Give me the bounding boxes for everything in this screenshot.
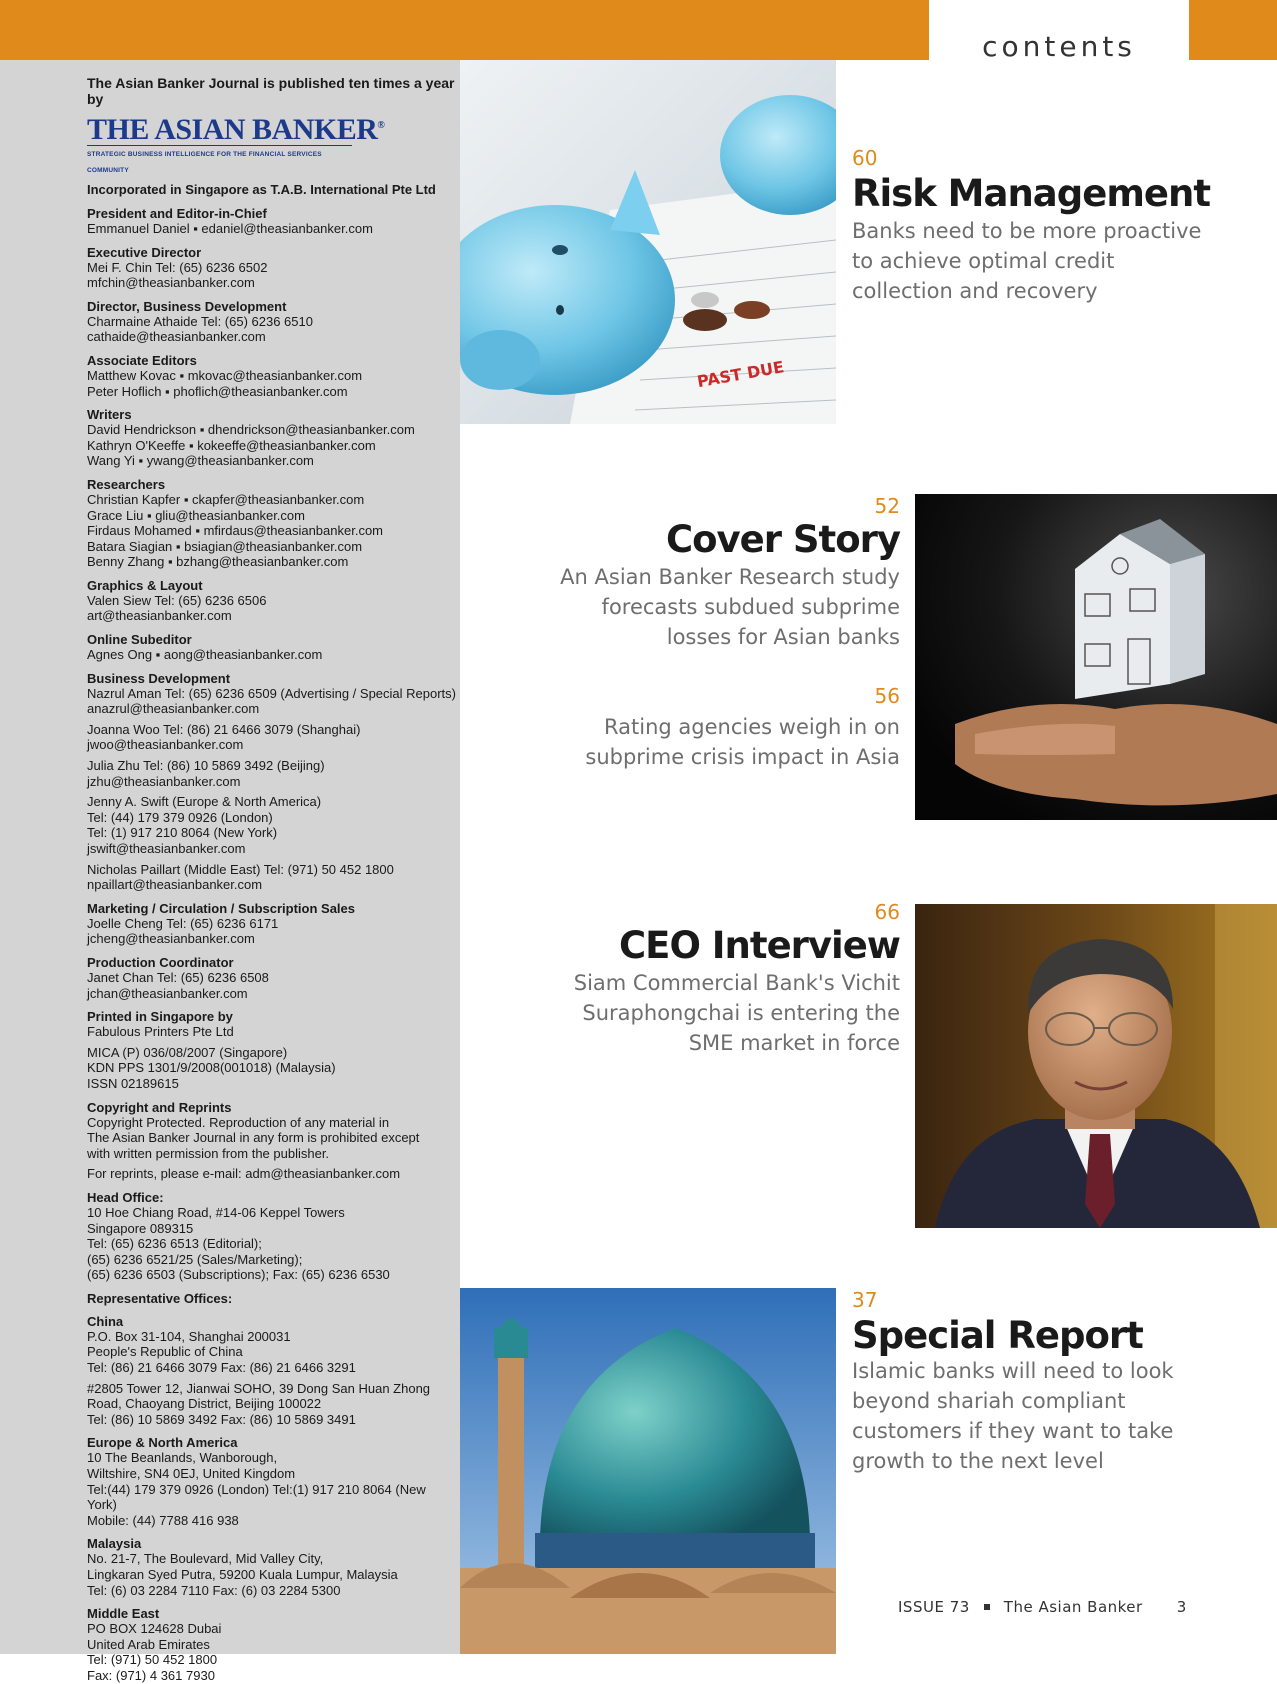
staff-group bbox=[87, 1009, 457, 1040]
staff-line: Charmaine Athaide Tel: (65) 6236 6510 bbox=[87, 313, 313, 329]
staff-line: art@theasianbanker.com bbox=[87, 608, 232, 624]
past-due-stamp: PAST DUE bbox=[695, 357, 786, 392]
staff-group bbox=[87, 955, 457, 1001]
staff-group bbox=[87, 1190, 457, 1283]
cover2-description: Rating agencies weigh in on subprime crisis impact in Asia bbox=[585, 715, 900, 769]
staff-group bbox=[87, 1166, 457, 1182]
staff-line: jwoo@theasianbanker.com bbox=[87, 737, 244, 753]
staff-line: Mei F. Chin Tel: (65) 6236 6502 bbox=[87, 259, 268, 275]
section-label: contents bbox=[982, 30, 1136, 63]
staff-group bbox=[87, 632, 457, 663]
publisher-line: The Asian Banker Journal is published ten times a year by bbox=[87, 75, 455, 107]
staff-line: Firdaus Mohamed ▪ mfirdaus@theasianbanker.com bbox=[87, 523, 383, 539]
staff-line: Tel: (44) 179 379 0926 (London) bbox=[87, 809, 273, 825]
staff-group bbox=[87, 353, 457, 399]
staff-line: Julia Zhu Tel: (86) 10 5869 3492 (Beijing) bbox=[87, 758, 325, 774]
staff-line: Tel: (86) 21 6466 3079 Fax: (86) 21 6466 3291 bbox=[87, 1360, 356, 1376]
staff-line: No. 21-7, The Boulevard, Mid Valley City, bbox=[87, 1551, 324, 1567]
staff-line: Tel: (65) 6236 6513 (Editorial); bbox=[87, 1236, 262, 1252]
staff-heading: Malaysia bbox=[87, 1536, 142, 1552]
risk-description: Banks need to be more proactive to achieve optimal credit collection and recovery bbox=[852, 219, 1202, 303]
staff-heading: Representative Offices: bbox=[87, 1290, 233, 1306]
staff-line: Jenny A. Swift (Europe & North America) bbox=[87, 794, 322, 810]
staff-heading: Head Office: bbox=[87, 1189, 164, 1205]
staff-group bbox=[87, 1381, 457, 1428]
staff-line: Singapore 089315 bbox=[87, 1220, 194, 1236]
staff-heading: Production Coordinator bbox=[87, 954, 234, 970]
staff-group bbox=[87, 1435, 457, 1528]
staff-line: jswift@theasianbanker.com bbox=[87, 841, 246, 856]
staff-line: People's Republic of China bbox=[87, 1344, 243, 1360]
staff-heading: Director, Business Development bbox=[87, 298, 287, 314]
staff-heading: Researchers bbox=[87, 476, 166, 492]
mosque-photo bbox=[460, 1288, 836, 1654]
staff-group bbox=[87, 1291, 457, 1306]
staff-line: Tel: (1) 917 210 8064 (New York) bbox=[87, 825, 278, 841]
staff-heading: President and Editor-in-Chief bbox=[87, 205, 267, 221]
staff-line: Road, Chaoyang District, Beijing 100022 bbox=[87, 1396, 322, 1412]
staff-group bbox=[87, 1100, 457, 1162]
staff-line: Tel: (86) 10 5869 3492 Fax: (86) 10 5869 3491 bbox=[87, 1411, 356, 1427]
special-title: Special Report bbox=[852, 1314, 1143, 1357]
ceo-description: Siam Commercial Bank's Vichit Suraphongchai is entering the SME market in force bbox=[573, 971, 900, 1055]
staff-heading: Graphics & Layout bbox=[87, 577, 203, 593]
staff-line: Janet Chan Tel: (65) 6236 6508 bbox=[87, 969, 269, 985]
staff-group bbox=[87, 758, 457, 789]
staff-group bbox=[87, 722, 457, 753]
staff-line: Matthew Kovac ▪ mkovac@theasianbanker.com bbox=[87, 367, 363, 383]
staff-line: Lingkaran Syed Putra, 59200 Kuala Lumpur, Malaysia bbox=[87, 1567, 398, 1582]
staff-line: mfchin@theasianbanker.com bbox=[87, 275, 255, 291]
staff-line: Tel: (971) 50 452 1800 bbox=[87, 1652, 218, 1668]
staff-line: jzhu@theasianbanker.com bbox=[87, 773, 241, 789]
staff-heading: Europe & North America bbox=[87, 1435, 238, 1451]
ceo-page-number: 66 bbox=[874, 900, 900, 924]
cover2-page-number: 56 bbox=[874, 684, 900, 708]
staff-line: Kathryn O'Keeffe ▪ kokeeffe@theasianbanker.com bbox=[87, 437, 376, 453]
staff-line: Batara Siagian ▪ bsiagian@theasianbanker.com bbox=[87, 538, 363, 554]
staff-group bbox=[87, 862, 457, 893]
issue-number: ISSUE 73 bbox=[898, 1598, 970, 1616]
staff-group bbox=[87, 407, 457, 469]
staff-list bbox=[87, 206, 457, 1684]
piggy-bank-photo bbox=[460, 60, 836, 424]
staff-heading: Printed in Singapore by bbox=[87, 1009, 233, 1025]
staff-group bbox=[87, 1045, 457, 1092]
special-description: Islamic banks will need to look beyond shariah compliant customers if they want to take growth to the next level bbox=[852, 1359, 1174, 1473]
staff-line: npaillart@theasianbanker.com bbox=[87, 877, 263, 893]
ceo-title: CEO Interview bbox=[619, 924, 900, 967]
staff-line: P.O. Box 31-104, Shanghai 200031 bbox=[87, 1328, 291, 1344]
staff-line: Wiltshire, SN4 0EJ, United Kingdom bbox=[87, 1466, 296, 1482]
staff-line: Tel: (6) 03 2284 7110 Fax: (6) 03 2284 5300 bbox=[87, 1582, 341, 1598]
magazine-name: The Asian Banker bbox=[1003, 1598, 1143, 1616]
staff-heading: Middle East bbox=[87, 1606, 160, 1622]
staff-line: Fax: (971) 4 361 7930 bbox=[87, 1667, 215, 1683]
staff-line: MICA (P) 036/08/2007 (Singapore) bbox=[87, 1044, 288, 1060]
staff-group bbox=[87, 1536, 457, 1598]
staff-line: Valen Siew Tel: (65) 6236 6506 bbox=[87, 592, 267, 608]
staff-heading: China bbox=[87, 1313, 124, 1329]
cover-page-number: 52 bbox=[874, 494, 900, 518]
masthead bbox=[87, 76, 457, 1684]
staff-line: Benny Zhang ▪ bzhang@theasianbanker.com bbox=[87, 554, 349, 570]
staff-group bbox=[87, 794, 457, 856]
staff-line: Copyright Protected. Reproduction of any material in bbox=[87, 1114, 390, 1130]
staff-group bbox=[87, 1606, 457, 1683]
staff-group bbox=[87, 299, 457, 345]
staff-group bbox=[87, 1314, 457, 1376]
staff-line: Grace Liu ▪ gliu@theasianbanker.com bbox=[87, 507, 305, 523]
risk-title: Risk Management bbox=[852, 172, 1211, 215]
staff-line: Peter Hoflich ▪ phoflich@theasianbanker.com bbox=[87, 383, 348, 399]
cover-description: An Asian Banker Research study forecasts subdued subprime losses for Asian banks bbox=[560, 565, 900, 649]
cover-title: Cover Story bbox=[665, 518, 900, 561]
staff-line: Wang Yi ▪ ywang@theasianbanker.com bbox=[87, 453, 314, 469]
page-footer bbox=[898, 1598, 1187, 1616]
staff-heading: Writers bbox=[87, 407, 132, 423]
bullet-square-icon bbox=[984, 1604, 990, 1610]
staff-line: ISSN 02189615 bbox=[87, 1075, 179, 1091]
staff-heading: Business Development bbox=[87, 670, 231, 686]
staff-line: The Asian Banker Journal in any form is prohibited except bbox=[87, 1130, 420, 1146]
staff-line: anazrul@theasianbanker.com bbox=[87, 701, 260, 717]
logo-tagline: STRATEGIC BUSINESS INTELLIGENCE FOR THE FINANCIAL SERVICES COMMUNITY bbox=[87, 145, 352, 178]
staff-line: #2805 Tower 12, Jianwai SOHO, 39 Dong San Huan Zhong bbox=[87, 1380, 431, 1396]
staff-line: jchan@theasianbanker.com bbox=[87, 985, 248, 1001]
staff-line: Mobile: (44) 7788 416 938 bbox=[87, 1512, 239, 1528]
staff-line: Nicholas Paillart (Middle East) Tel: (971) 50 452 1800 bbox=[87, 861, 394, 877]
staff-heading: Marketing / Circulation / Subscription Sales bbox=[87, 900, 355, 916]
staff-line: PO BOX 124628 Dubai bbox=[87, 1621, 222, 1637]
staff-line: Nazrul Aman Tel: (65) 6236 6509 (Advertising / Special Reports) bbox=[87, 685, 457, 701]
staff-group bbox=[87, 578, 457, 624]
incorporated-line: Incorporated in Singapore as T.A.B. International Pte Ltd bbox=[87, 182, 436, 198]
staff-group bbox=[87, 671, 457, 717]
staff-heading: Associate Editors bbox=[87, 352, 197, 368]
staff-line: cathaide@theasianbanker.com bbox=[87, 329, 266, 345]
staff-line: (65) 6236 6521/25 (Sales/Marketing); bbox=[87, 1251, 303, 1267]
staff-line: Fabulous Printers Pte Ltd bbox=[87, 1024, 234, 1040]
publisher-logo bbox=[87, 111, 457, 178]
staff-group bbox=[87, 245, 457, 291]
risk-page-number: 60 bbox=[852, 146, 878, 170]
staff-line: For reprints, please e-mail: adm@theasianbanker.com bbox=[87, 1166, 401, 1182]
staff-line: David Hendrickson ▪ dhendrickson@theasianbanker.com bbox=[87, 422, 415, 438]
staff-line: 10 Hoe Chiang Road, #14-06 Keppel Towers bbox=[87, 1204, 345, 1220]
staff-line: 10 The Beanlands, Wanborough, bbox=[87, 1450, 278, 1466]
house-image bbox=[915, 494, 1277, 820]
staff-line: Christian Kapfer ▪ ckapfer@theasianbanker.com bbox=[87, 491, 365, 507]
mosque-image bbox=[460, 1288, 836, 1654]
top-accent-bar-right bbox=[1189, 0, 1277, 60]
staff-heading: Executive Director bbox=[87, 244, 202, 260]
staff-line: United Arab Emirates bbox=[87, 1636, 210, 1652]
special-page-number: 37 bbox=[852, 1288, 878, 1312]
staff-group bbox=[87, 206, 457, 237]
logo-text: THE ASIAN BANKER bbox=[87, 113, 378, 147]
registered-mark: ® bbox=[377, 120, 385, 132]
staff-heading: Copyright and Reprints bbox=[87, 1099, 232, 1115]
staff-line: Agnes Ong ▪ aong@theasianbanker.com bbox=[87, 647, 323, 663]
ceo-portrait-photo bbox=[915, 904, 1277, 1228]
top-accent-bar bbox=[0, 0, 929, 60]
page-number: 3 bbox=[1176, 1598, 1187, 1616]
ceo-portrait-image bbox=[915, 904, 1277, 1228]
staff-line: Tel:(44) 179 379 0926 (London) Tel:(1) 917 210 8064 (New York) bbox=[87, 1481, 426, 1513]
staff-line: KDN PPS 1301/9/2008(001018) (Malaysia) bbox=[87, 1060, 336, 1076]
piggy-bank-image bbox=[460, 60, 836, 424]
staff-heading: Online Subeditor bbox=[87, 632, 192, 648]
staff-line: Emmanuel Daniel ▪ edaniel@theasianbanker.com bbox=[87, 220, 373, 236]
staff-line: jcheng@theasianbanker.com bbox=[87, 931, 255, 947]
staff-line: (65) 6236 6503 (Subscriptions); Fax: (65) 6236 6530 bbox=[87, 1267, 390, 1283]
staff-group bbox=[87, 477, 457, 570]
staff-group bbox=[87, 901, 457, 947]
house-in-hands-photo bbox=[915, 494, 1277, 820]
staff-line: Joanna Woo Tel: (86) 21 6466 3079 (Shanghai) bbox=[87, 721, 361, 737]
staff-line: Joelle Cheng Tel: (65) 6236 6171 bbox=[87, 915, 279, 931]
staff-line: with written permission from the publisher. bbox=[87, 1145, 330, 1161]
